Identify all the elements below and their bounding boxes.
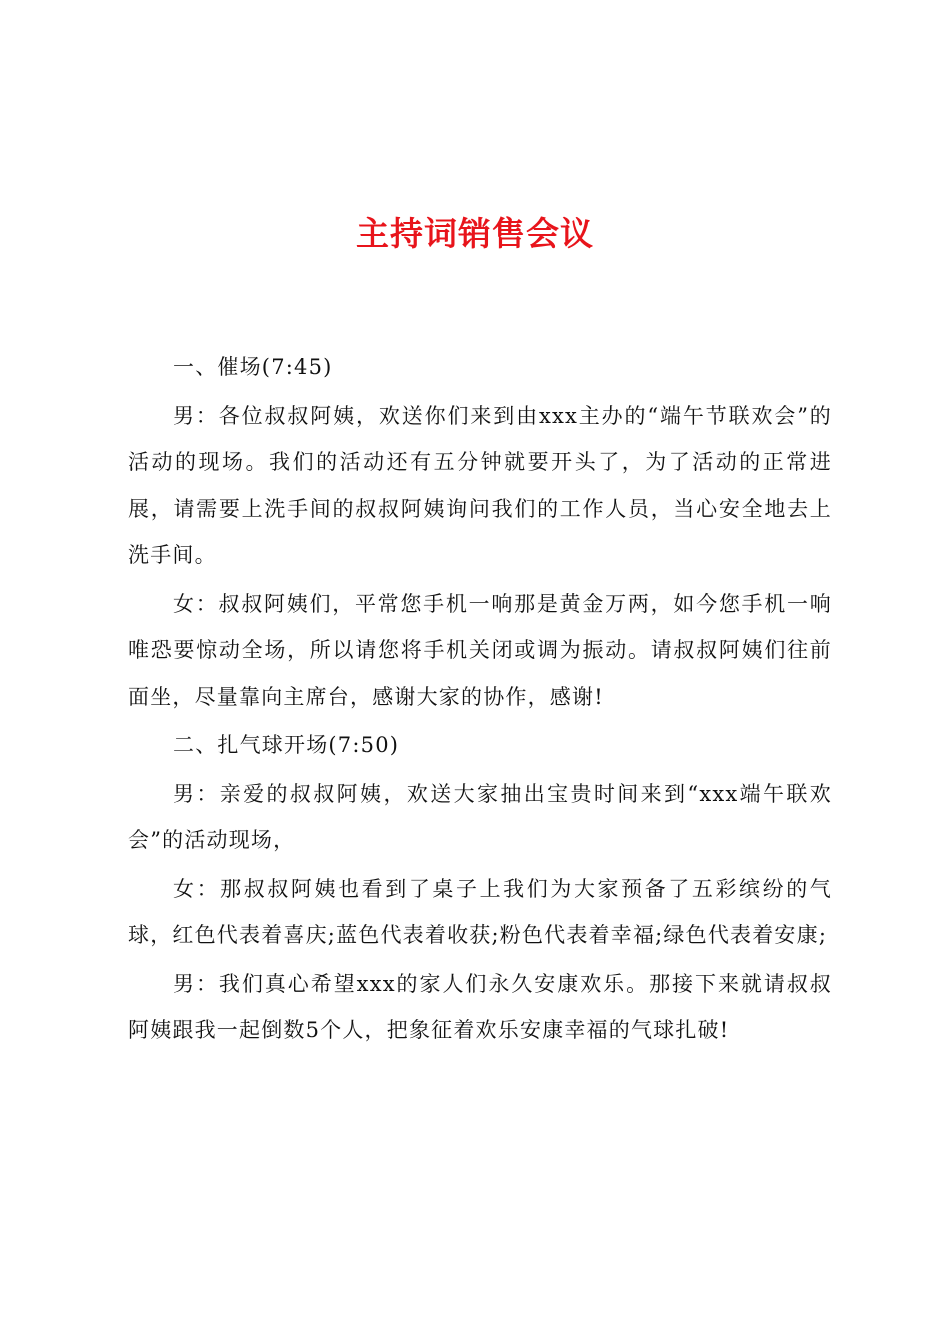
paragraph: 男：亲爱的叔叔阿姨，欢送大家抽出宝贵时间来到“xxx端午联欢会”的活动现场， [128, 781, 832, 852]
paragraph: 女：叔叔阿姨们，平常您手机一响那是黄金万两，如今您手机一响唯恐要惊动全场，所以请您将手机关闭或调为振动。请叔叔阿姨们往前面坐，尽量靠向主席台，感谢大家的协作，感谢! [128, 591, 832, 709]
section-heading-1: 一、催场(7:45) [173, 355, 333, 379]
paragraph: 男：各位叔叔阿姨，欢送你们来到由xxx主办的“端午节联欢会”的活动的现场。我们的活动还有五分钟就要开头了，为了活动的正常进展，请需要上洗手间的叔叔阿姨询问我们的工作人员，当心安全地去上洗手间。 [128, 403, 832, 567]
paragraph: 女：那叔叔阿姨也看到了桌子上我们为大家预备了五彩缤纷的气球，红色代表着喜庆;蓝色代表着收获;粉色代表着幸福;绿色代表着安康; [128, 876, 832, 947]
document-title: 主持词销售会议 [356, 214, 594, 253]
document-body [128, 344, 832, 1054]
paragraph: 男：我们真心希望xxx的家人们永久安康欢乐。那接下来就请叔叔阿姨跟我一起倒数5个人，把象征着欢乐安康幸福的气球扎破! [128, 971, 832, 1042]
section-heading-2: 二、扎气球开场(7:50) [173, 733, 400, 757]
